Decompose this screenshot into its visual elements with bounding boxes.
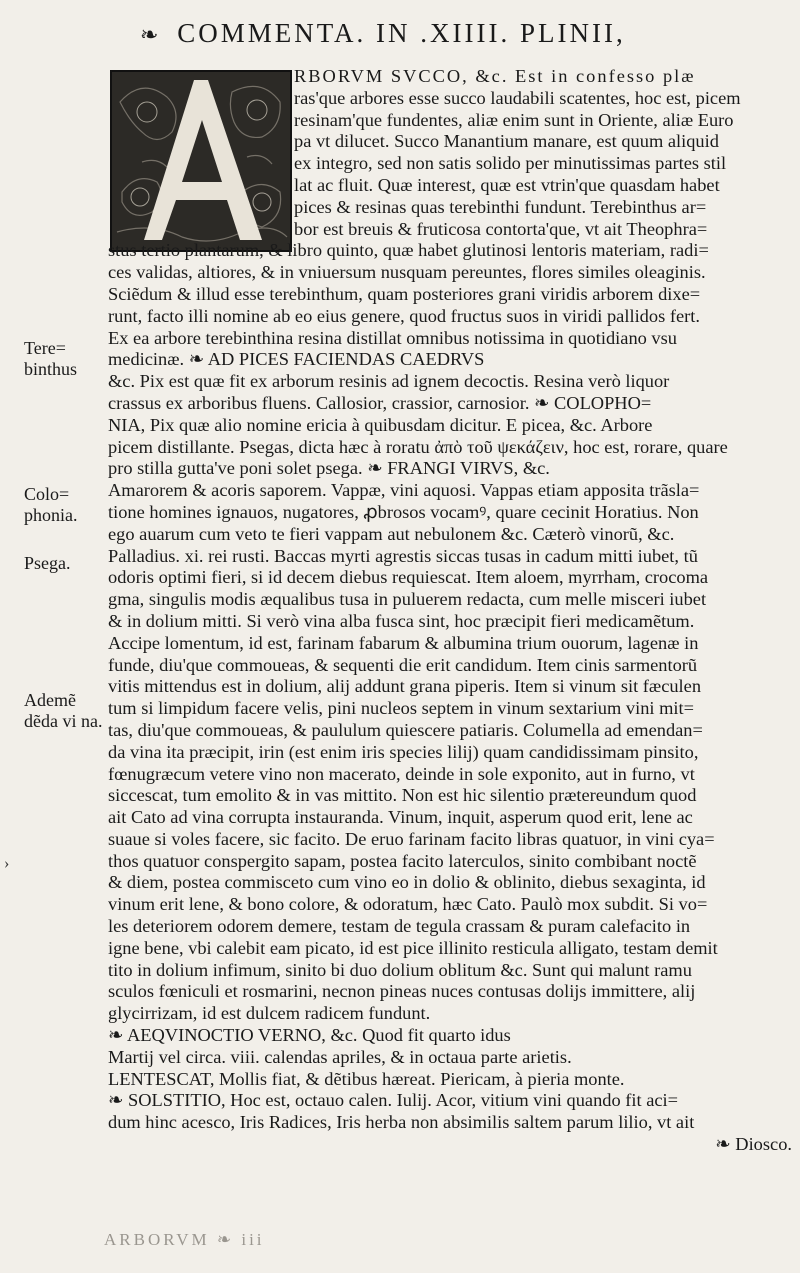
text-line: funde, diu'que commoueas, & sequenti die erit candidum. Item cinis sarmentorũ bbox=[108, 654, 698, 675]
commentary-text bbox=[108, 66, 792, 1156]
text-line: igne bene, vbi calebit eam picato, id est pice illinito resticula alligato, testam demit bbox=[108, 937, 718, 958]
text-line: stus tertio plantarum, & libro quinto, quæ habet glutinosi lentoris materiam, radi= bbox=[108, 240, 709, 261]
text-line: Amarorem & acoris saporem. Vappæ, vini aquosi. Vappas etiam apposita trãsla= bbox=[108, 480, 700, 501]
text-line: tas, diu'que commoueas, & paululum quiescere patiaris. Columella ad emendan= bbox=[108, 719, 703, 740]
text-line: Martij vel circa. viii. calendas apriles, & in octaua parte arietis. bbox=[108, 1046, 572, 1067]
running-head-title: COMMENTA. IN .XIIII. PLINII, bbox=[177, 18, 626, 48]
text-line: NIA, Pix quæ alio nomine ericia à quibusdam dicitur. E picea, &c. Arbore bbox=[108, 414, 653, 435]
text-line: sculos fœniculi et rosmarini, necnon pineas nuces contusas dolijs immittere, alij bbox=[108, 981, 696, 1002]
text-line: ❧ SOLSTITIO, Hoc est, octauo calen. Iulij. Acor, vitium vini quando fit aci= bbox=[108, 1090, 679, 1111]
text-line: tione homines ignauos, nugatores, ꝓbrosos vocamꝰ, quare cecinit Horatius. Non bbox=[108, 501, 699, 522]
text-line: runt, facto illi nomine ab eo eius genere, quod fructus suos in viridi pallidos fert. bbox=[108, 305, 700, 326]
margin-note-psega: Psega. bbox=[24, 553, 71, 573]
text-line: &c. Pix est quæ fit ex arborum resinis ad ignem decoctis. Resina verò liquor bbox=[108, 371, 670, 392]
fleuron-icon: ❧ bbox=[140, 22, 162, 47]
text-line: crassus ex arboribus fluens. Callosior, crassior, carnosior. ❧ COLOPHO= bbox=[108, 392, 652, 413]
margin-note-colophonia: Colo= phonia. bbox=[24, 484, 78, 525]
text-line: pices & resinas quas terebinthi fundunt. Terebinthus ar= bbox=[294, 196, 707, 217]
text-line: resinam'que fundentes, aliæ enim sunt in Oriente, aliæ Euro bbox=[294, 109, 734, 130]
bleed-through-text: ARBORVM ❧ iii bbox=[104, 1230, 265, 1249]
margin-note-ademenda: Ademẽ dẽda vi na. bbox=[24, 690, 103, 731]
page-footer bbox=[104, 1230, 780, 1250]
text-line: ras'que arbores esse succo laudabili scatentes, hoc est, picem bbox=[294, 87, 741, 108]
text-line: ex integro, sed non satis solido per minutissimas partes stil bbox=[294, 153, 727, 174]
text-line: siccescat, tum emolito & in vas mittito. Non est hic silentio prætereundum quod bbox=[108, 785, 697, 806]
text-line: tum si limpidum facere velis, pini nucleos septem in vinum sextarium vini mit= bbox=[108, 698, 695, 719]
text-line: lat ac fluit. Quæ interest, quæ est vtrin'que quasdam habet bbox=[294, 174, 720, 195]
text-line: fœnugræcum vetere vino non macerato, deinde in sole exponito, aut in furno, vt bbox=[108, 763, 695, 784]
margin-note-terebinthus: Tere= binthus bbox=[24, 338, 78, 379]
text-line: Sciẽdum & illud esse terebinthum, quam posteriores grani viridis arborem dixe= bbox=[108, 283, 701, 304]
text-line: dum hinc acesco, Iris Radices, Iris herba non absimilis saltem parum lilio, vt ait bbox=[108, 1112, 695, 1133]
text-line: les deteriorem odorem demere, testam de tegula crassam & puram calefacito in bbox=[108, 916, 691, 937]
text-line: suaue si voles facere, sic facito. De eruo farinam facito libras quatuor, in vini cya= bbox=[108, 828, 715, 849]
text-line: bor est breuis & fruticosa contorta'que, vt ait Theophra= bbox=[294, 218, 708, 239]
text-line: pa vt dilucet. Succo Manantium manare, est quum aliquid bbox=[294, 131, 719, 152]
margin-mark: › bbox=[4, 855, 10, 872]
text-line: medicinæ. ❧ AD PICES FACIENDAS CAEDRVS bbox=[108, 349, 485, 370]
text-line: & in dolium mitti. Si verò vina alba fusca sint, hoc præcipit fieri medicamẽtum. bbox=[108, 610, 695, 631]
text-line: ego auarum cum veto te fieri vappam aut nebulonem &c. Cæterò vinorũ, &c. bbox=[108, 523, 675, 544]
text-line: RBORVM SVCCO, &c. Est in confesso plæ bbox=[294, 66, 696, 86]
text-line: thos quatuor conspergito sapam, postea facito laterculos, sinito combibant noctẽ bbox=[108, 850, 697, 871]
catchword: ❧ Diosco. bbox=[715, 1134, 792, 1155]
text-line: pro stilla gutta've poni solet psega. ❧ FRANGI VIRVS, &c. bbox=[108, 458, 550, 479]
text-line: ait Cato ad vina corrupta instauranda. Vinum, inquit, asperum quod erit, lene ac bbox=[108, 807, 693, 828]
text-line: Accipe lomentum, id est, farinam fabarum & albumina trium ouorum, lagenæ in bbox=[108, 632, 699, 653]
text-line: & diem, postea commisceto cum vino eo in dolio & oblinito, diebus sexaginta, id bbox=[108, 872, 706, 893]
text-line: vitis mittendus est in dolium, alij addunt grana piperis. Item si vinum sit fæculen bbox=[108, 676, 702, 697]
text-line: ces validas, altiores, & in vniuersum nusquam pereuntes, flores similes oleaginis. bbox=[108, 262, 706, 283]
text-line: tito in dolium infimum, sinito bi duo dolium oblitum &c. Sunt qui malunt ramu bbox=[108, 959, 692, 980]
text-line: Palladius. xi. rei rusti. Baccas myrti agrestis siccas tusas in cadum mitti iubet, tũ bbox=[108, 545, 698, 566]
running-head bbox=[140, 18, 780, 49]
text-line: vinum erit lene, & bono colore, & odoratum, hæc Cato. Paulò mox subdit. Si vo= bbox=[108, 894, 708, 915]
text-line: odoris optimi fieri, si id decem diebus requiescat. Item aloem, myrrham, crocoma bbox=[108, 567, 709, 588]
text-line: gma, singulis modis æqualibus tusa in puluerem redacta, cum melle misceri iubet bbox=[108, 589, 707, 610]
text-line: da vina ita præcipit, irin (est enim iris species lilij) quam candidissimam pinsito, bbox=[108, 741, 699, 762]
text-line: picem distillante. Psegas, dicta hæc à roratu ἀπὸ τοῦ ψεκάζειν, hoc est, rorare, quare bbox=[108, 436, 728, 457]
text-line: LENTESCAT, Mollis fiat, & dẽtibus hæreat. Piericam, à pieria monte. bbox=[108, 1068, 625, 1089]
text-line: glycirrizam, id est dulcem radicem fundunt. bbox=[108, 1003, 431, 1024]
text-line: ❧ AEQVINOCTIO VERNO, &c. Quod fit quarto idus bbox=[108, 1025, 511, 1046]
text-line: Ex ea arbore terebinthina resina distillat omnibus notissima in quotidiano vsu bbox=[108, 327, 677, 348]
